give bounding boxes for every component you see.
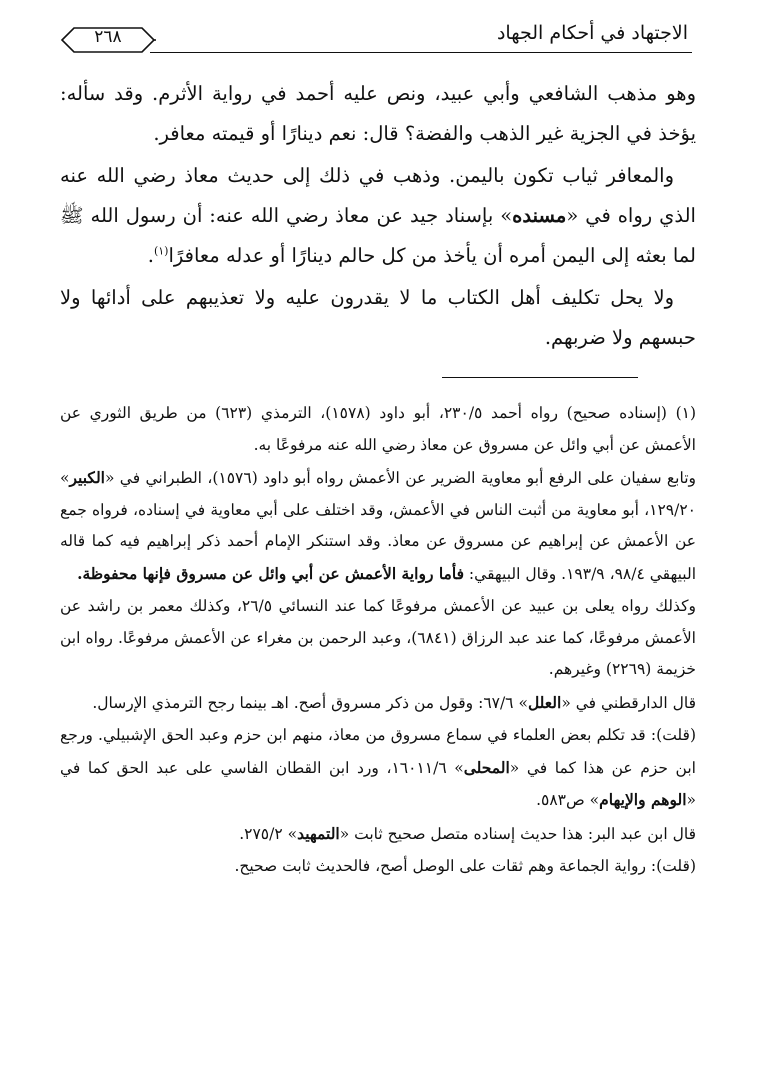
header-rule [150, 52, 692, 53]
text-run: » بإسناد جيد عن معاذ رضي الله عنه: أن رسول الله ﷺ لما بعثه إلى اليمن أمره أن يأخذ من كل حالم دينارًا أو عدله معافرًا [60, 204, 696, 267]
paragraph-3: ولا يحل تكليف أهل الكتاب ما لا يقدرون عليه ولا تعذيبهم على أدائها ولا حبسهم ولا ضربهم. [60, 286, 696, 349]
footnote-separator [442, 377, 638, 378]
footnote-reference[interactable]: (١) [153, 244, 169, 258]
text-run: » ١٢٩/٢٠، أبو معاوية من أثبت الناس في الأعمش، وقد اختلف على أبي معاوية في إسناده، فرواه جمع عن الأعمش عن إبراهيم عن مسروق عن معاذ. وقد استنكر الإمام أحمد ذكر إبراهيم فيه كما قاله البيهقي ٩٨/٤، ١٩٣/٩. وقال البيهقي: [60, 469, 696, 583]
text-run: والمعافر ثياب تكون باليمن. وذهب في ذلك إلى حديث معاذ رضي الله عنه الذي رواه في « [60, 164, 696, 227]
text-run: » ص٥٨٣. [536, 791, 600, 809]
page-header [60, 18, 692, 58]
book-title: الوهم والإيهام [599, 790, 687, 809]
book-title: التمهيد [297, 823, 340, 843]
main-text [60, 74, 696, 360]
running-title: الاجتهاد في أحكام الجهاد [496, 22, 688, 44]
book-title: الكبير [69, 468, 105, 487]
footnote-paragraph [60, 687, 696, 720]
book-title: مسنده [512, 204, 567, 227]
book-title: المحلى [463, 757, 510, 777]
footnote-paragraph [60, 462, 696, 590]
text-run: (قلت): قد تكلم بعض العلماء في سماع مسروق من معاذ، منهم ابن حزم وعبد الحق الإشبيلي. ورجع ابن حزم عن هذا كما في « [60, 726, 696, 777]
footnote-paragraph [60, 818, 696, 851]
footnotes [60, 398, 696, 884]
page-number-badge [60, 22, 156, 52]
text-run: وتابع سفيان على الرفع أبو معاوية الضرير عن الأعمش رواه أبو داود (١٥٧٦)، الطبراني في « [104, 469, 696, 487]
text-run: » ١٦٠١١/٦، ورد ابن القطان الفاسي على عبد الحق كما في « [60, 758, 696, 809]
quoted-text: فأما رواية الأعمش عن أبي وائل عن مسروق فإنها محفوظة. [77, 563, 464, 583]
page-number: ٢٦٨ [94, 27, 122, 47]
text-run: قال ابن عبد البر: هذا حديث إسناده متصل صحيح ثابت « [339, 824, 696, 843]
footnote-paragraph [60, 720, 696, 817]
footnote-1: (١) (إسناده صحيح) رواه أحمد ٢٣٠/٥، أبو داود (١٥٧٨)، الترمذي (٦٢٣) من طريق الثوري عن الأعمش عن أبي وائل عن مسروق عن معاذ رضي الله عنه مرفوعًا به. [60, 404, 697, 454]
footnote-paragraph: وكذلك رواه يعلى بن عبيد عن الأعمش مرفوعًا كما عند النسائي ٢٦/٥، وكذلك معمر بن راشد عن الأعمش مرفوعًا، كما عند عبد الرزاق (٦٨٤١)، وعبد الرحمن بن مغراء عن الأعمش مرفوعًا. رواه ابن خزيمة (٢٢٦٩) وغيرهم. [60, 597, 696, 678]
text-run: » ٢٧٥/٢. [239, 824, 298, 843]
footnote-paragraph: (قلت): رواية الجماعة وهم ثقات على الوصل أصح، فالحديث ثابت صحيح. [234, 857, 696, 875]
text-run: قال الدارقطني في « [561, 693, 696, 712]
text-run: » ٦٧/٦: وقول من ذكر مسروق أصح. اهـ بينما رجح الترمذي الإرسال. [92, 693, 528, 712]
text-run: . [147, 244, 154, 267]
paragraph-1: وهو مذهب الشافعي وأبي عبيد، ونص عليه أحمد في رواية الأثرم. وقد سأله: يؤخذ في الجزية غير الذهب والفضة؟ قال: نعم دينارًا أو قيمته معافر. [60, 82, 696, 145]
paragraph-2 [60, 156, 696, 276]
book-title: العلل [527, 692, 562, 712]
